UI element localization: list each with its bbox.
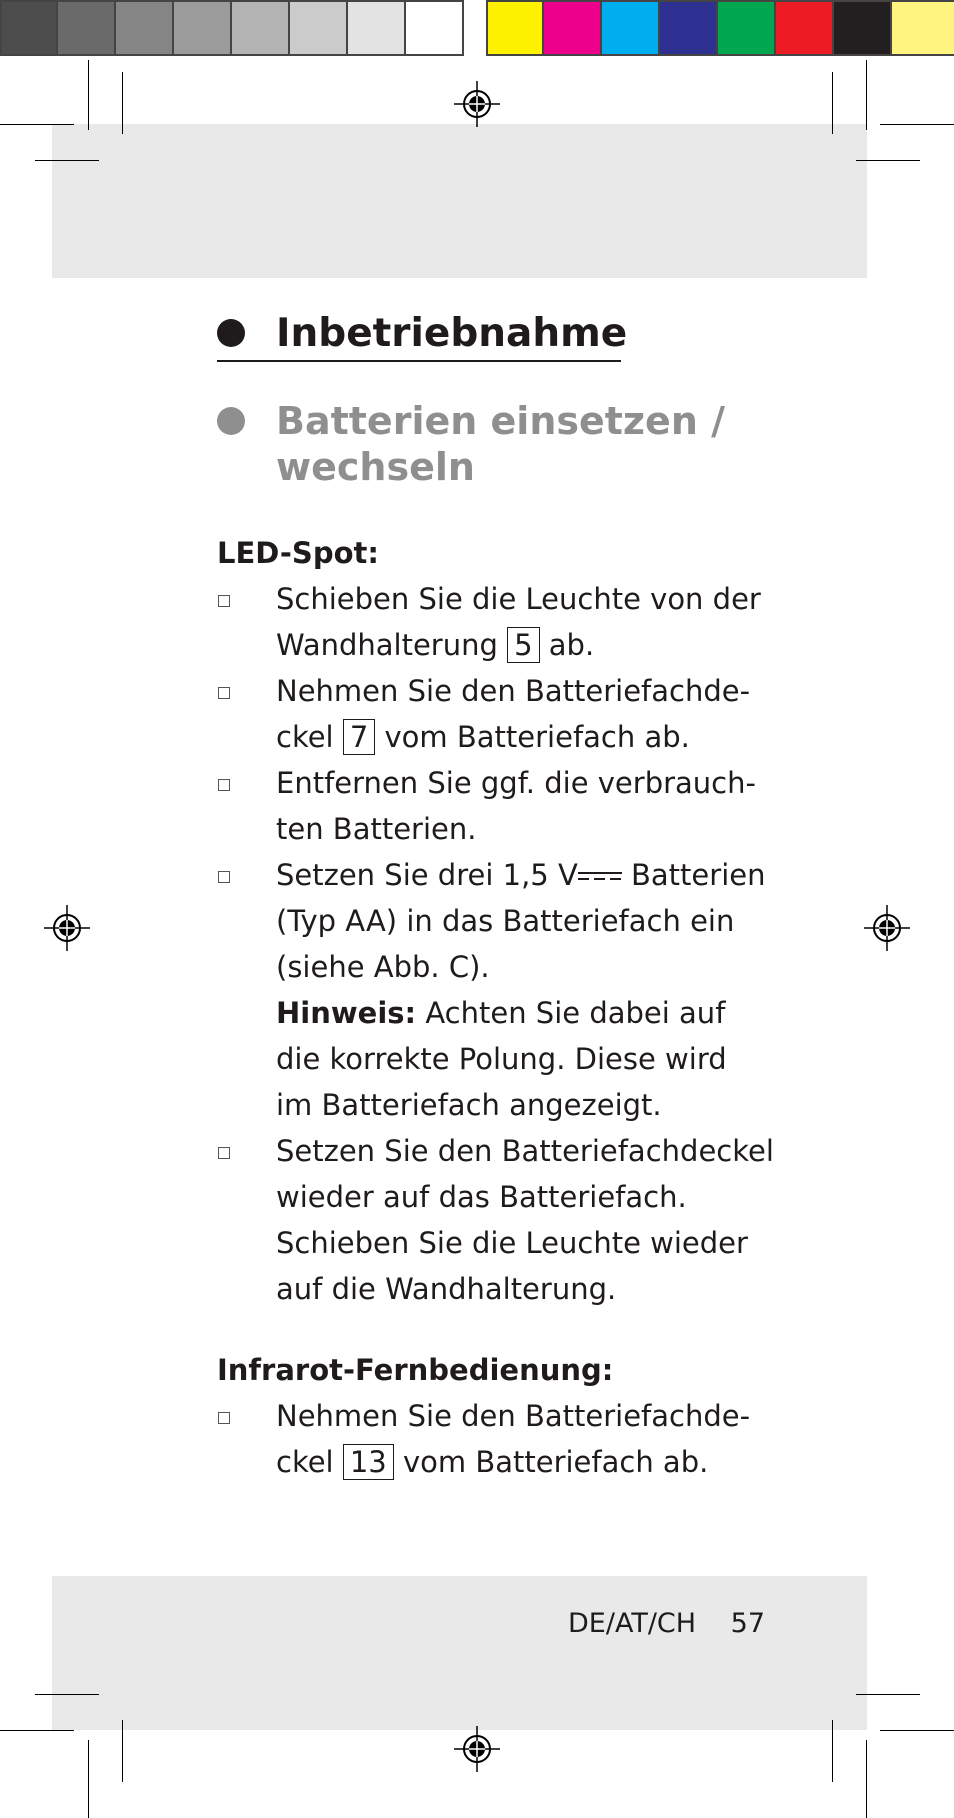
- section-heading: [217, 300, 777, 366]
- gray-swatch: [58, 0, 116, 56]
- registration-mark-icon: [864, 905, 910, 951]
- dc-voltage-symbol-icon: [578, 872, 622, 882]
- heading-underline: [217, 360, 621, 362]
- crop-mark: [35, 160, 99, 161]
- color-swatch: [660, 0, 718, 56]
- crop-mark: [35, 1694, 99, 1695]
- registration-mark-icon: [454, 1726, 500, 1772]
- crop-mark: [88, 60, 89, 130]
- checkbox-bullet-icon: [217, 576, 276, 668]
- part-reference: 5: [507, 627, 539, 663]
- gray-swatch: [406, 0, 464, 56]
- part-reference: 13: [343, 1444, 394, 1480]
- color-swatch: [776, 0, 834, 56]
- gray-color-bar: [0, 0, 464, 60]
- color-swatch: [834, 0, 892, 56]
- crop-mark: [880, 1730, 954, 1731]
- subsection-heading-line: Batterien einsetzen /: [276, 399, 725, 443]
- list-item: Nehmen Sie den Batteriefachde- ckel 7 vom Batteriefach ab.: [217, 668, 777, 760]
- crop-mark: [88, 1740, 89, 1818]
- page-content: [217, 300, 777, 1485]
- registration-mark-icon: [44, 905, 90, 951]
- process-color-bar: [486, 0, 954, 60]
- color-swatch: [718, 0, 776, 56]
- crop-mark: [0, 1730, 74, 1731]
- crop-mark: [122, 1720, 123, 1782]
- part-reference: 7: [343, 719, 375, 755]
- crop-mark: [856, 160, 920, 161]
- subsection-heading: [217, 398, 777, 490]
- note-label: Hinweis:: [276, 996, 417, 1030]
- footer-band: [52, 1576, 867, 1730]
- crop-mark: [122, 72, 123, 134]
- checkbox-bullet-icon: [217, 1128, 276, 1312]
- remote-control-title: Infrarot-Fernbedienung:: [217, 1353, 614, 1387]
- section-heading-text: Inbetriebnahme: [276, 310, 628, 356]
- color-swatch: [602, 0, 660, 56]
- crop-mark: [856, 1694, 920, 1695]
- gray-swatch: [174, 0, 232, 56]
- checkbox-bullet-icon: [217, 1393, 276, 1485]
- checkbox-bullet-icon: [217, 668, 276, 760]
- bullet-dot-icon: [217, 319, 245, 347]
- crop-mark: [866, 60, 867, 130]
- subsection-heading-line: wechseln: [276, 445, 475, 489]
- bullet-dot-icon: [217, 407, 245, 435]
- gray-swatch: [0, 0, 58, 56]
- color-swatch: [486, 0, 544, 56]
- page-footer: [568, 1608, 765, 1639]
- gray-swatch: [232, 0, 290, 56]
- checkbox-bullet-icon: [217, 852, 276, 1128]
- list-item: Entfernen Sie ggf. die verbrauch- ten Batterien.: [217, 760, 777, 852]
- color-swatch: [544, 0, 602, 56]
- list-item: Nehmen Sie den Batteriefachde- ckel 13 vom Batteriefach ab.: [217, 1393, 777, 1485]
- list-item: Schieben Sie die Leuchte von der Wandhalterung 5 ab.: [217, 576, 777, 668]
- crop-mark: [0, 124, 74, 125]
- gray-swatch: [290, 0, 348, 56]
- registration-mark-icon: [454, 81, 500, 127]
- crop-mark: [866, 1740, 867, 1818]
- led-spot-title: LED-Spot:: [217, 536, 379, 570]
- checkbox-bullet-icon: [217, 760, 276, 852]
- gray-swatch: [116, 0, 174, 56]
- region-label: DE/AT/CH: [568, 1608, 697, 1639]
- crop-mark: [880, 124, 954, 125]
- list-item: Setzen Sie den Batteriefachdeckel wieder auf das Batteriefach. Schieben Sie die Leuchte wieder auf die Wandhalterung.: [217, 1128, 777, 1312]
- crop-mark: [832, 72, 833, 134]
- header-band: [52, 124, 867, 278]
- gray-swatch: [348, 0, 406, 56]
- color-swatch: [892, 0, 954, 56]
- crop-mark: [832, 1720, 833, 1782]
- page-number: 57: [730, 1608, 766, 1639]
- list-item: Setzen Sie drei 1,5 V Batterien (Typ AA) in das Batteriefach ein (siehe Abb. C). Hinweis: Achten Sie dabei auf die korrekte Polung. Diese wird im Batteriefach angezeigt.: [217, 852, 777, 1128]
